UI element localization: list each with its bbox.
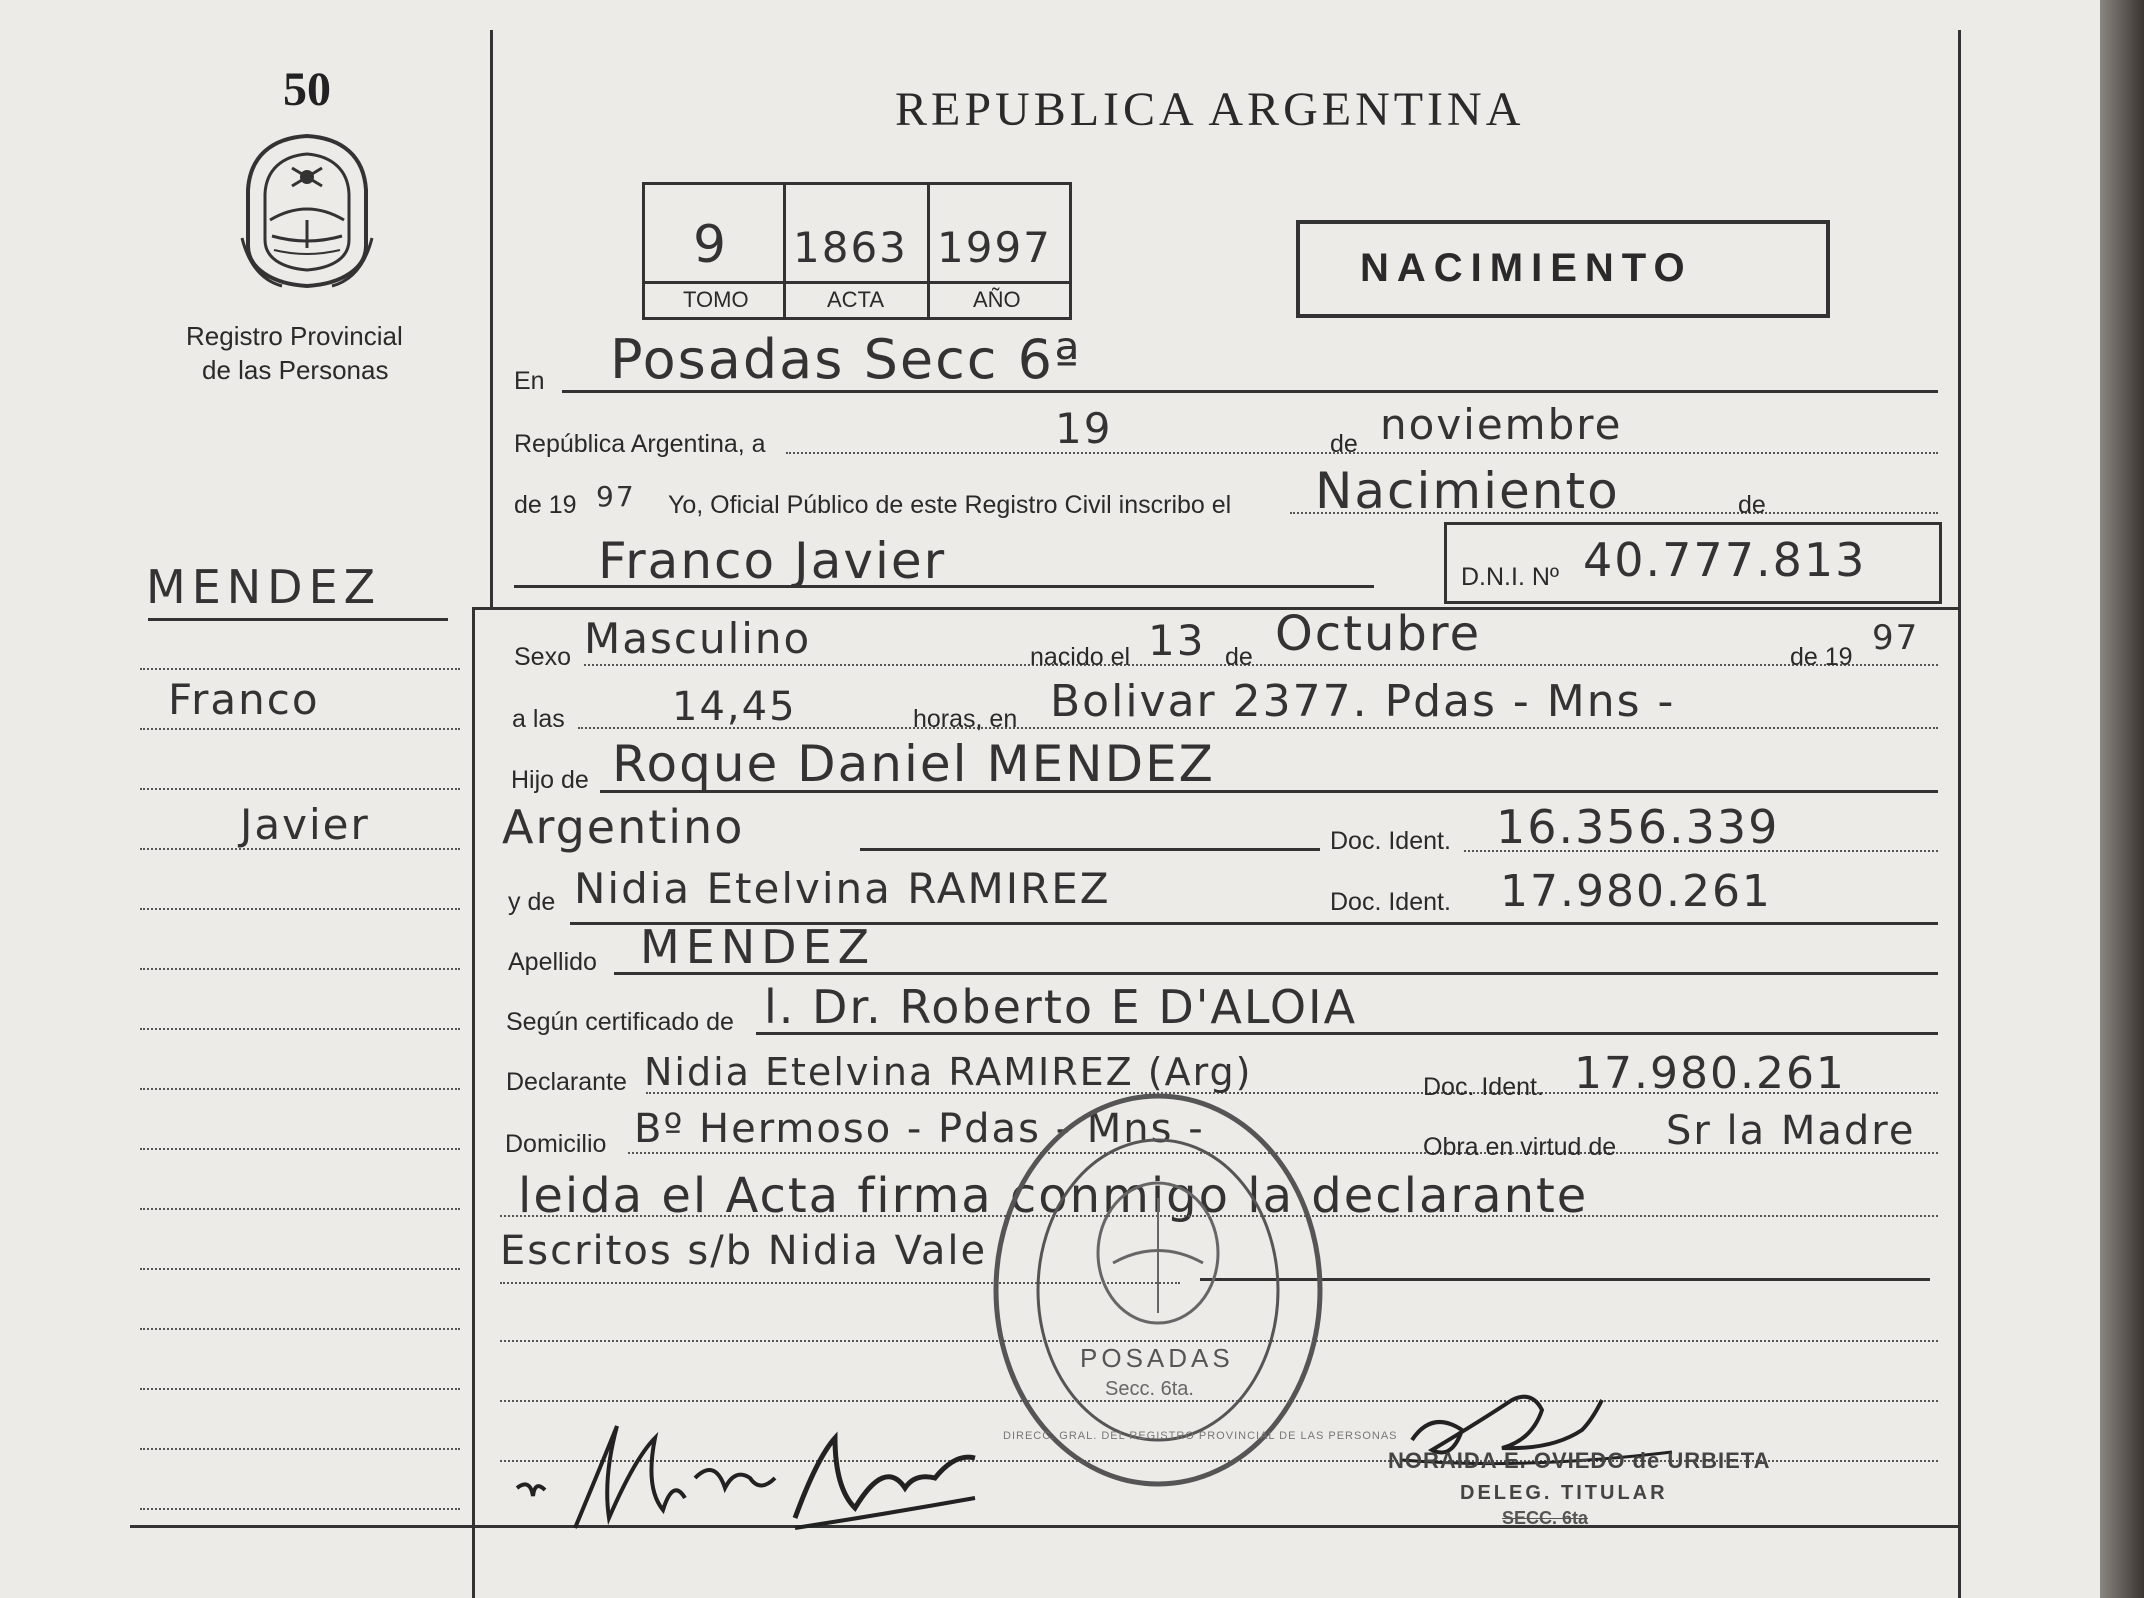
obra-label: Obra en virtud de: [1423, 1133, 1617, 1161]
tomo-value: 9: [693, 215, 729, 275]
dni-label: D.N.I. Nº: [1461, 563, 1560, 591]
acta-value: 1863: [793, 223, 908, 272]
margin-rule: [140, 1088, 460, 1090]
dia-value: 19: [1055, 404, 1113, 453]
margin-rule: [140, 788, 460, 790]
upper-section-divider: [472, 607, 1961, 610]
observaciones-line1: leida el Acta firma conmigo la declarante: [518, 1168, 1589, 1224]
official-title: DELEG. TITULAR: [1460, 1482, 1668, 1504]
margin-rule: [140, 908, 460, 910]
margin-rule: [140, 1448, 460, 1450]
country-title: REPUBLICA ARGENTINA: [895, 83, 1525, 136]
sexo-label: Sexo: [514, 643, 571, 671]
madre-doc-label: Doc. Ident.: [1330, 888, 1451, 916]
anio-label: AÑO: [973, 287, 1021, 312]
padre-nacionalidad: Argentino: [502, 800, 745, 854]
domicilio-label: Domicilio: [505, 1130, 607, 1158]
nacido-mes: Octubre: [1275, 606, 1482, 662]
record-type-label: NACIMIENTO: [1360, 246, 1693, 290]
margin-rule: [140, 1148, 460, 1150]
observaciones-line2: Escritos s/b Nidia Vale: [500, 1228, 988, 1274]
anio-value: 1997: [937, 223, 1052, 272]
obra-value: Sr la Madre: [1666, 1108, 1916, 1154]
domicilio-value: Bº Hermoso - Pdas - Mns -: [634, 1106, 1205, 1152]
margin-rule: [140, 1328, 460, 1330]
dni-value: 40.777.813: [1583, 533, 1867, 587]
page-number: 50: [283, 63, 331, 116]
hijo-label: Hijo de: [511, 766, 589, 794]
de19-label: de 19: [514, 491, 577, 519]
margin-rule: [140, 1028, 460, 1030]
margin-rule: [140, 728, 460, 730]
yde-label: y de: [508, 888, 556, 916]
madre-value: Nidia Etelvina RAMIREZ: [574, 864, 1111, 913]
nacido-de19-label: de 19: [1790, 643, 1853, 671]
margin-divider-lower: [472, 610, 475, 1598]
margin-divider: [490, 30, 493, 610]
apellido-value: MENDEZ: [640, 920, 876, 974]
acto-de-label: de: [1738, 491, 1766, 519]
margin-rule: [140, 1268, 460, 1270]
book-edge: [2100, 0, 2144, 1598]
official-name: NORAIDA E. OVIEDO de URBIETA: [1388, 1448, 1771, 1473]
bottom-rule: [130, 1525, 1960, 1528]
en-label: En: [514, 367, 545, 395]
apellido-label: Apellido: [508, 948, 597, 976]
padre-doc-label: Doc. Ident.: [1330, 827, 1451, 855]
registry-line1: Registro Provincial: [186, 321, 403, 351]
margin-rule: [140, 1208, 460, 1210]
record-type-box: [1296, 220, 1830, 318]
stamp-ring-text: DIRECC. GRAL. DEL REGISTRO PROVINCIAL DE LAS PERSONAS: [1003, 1430, 1398, 1442]
rule: [786, 452, 1938, 454]
declarante-doc-label: Doc. Ident.: [1423, 1073, 1544, 1101]
coat-of-arms-seal: [232, 128, 382, 293]
mes-value: noviembre: [1380, 400, 1623, 449]
anio-value-text: 97: [596, 480, 636, 513]
margin-surname: MENDEZ: [146, 560, 382, 614]
rule: [860, 848, 1320, 851]
padre-doc: 16.356.339: [1496, 800, 1780, 854]
margin-rule: [140, 668, 460, 670]
margin-rule: [140, 1508, 460, 1510]
stamp-city: POSADAS: [1080, 1343, 1234, 1373]
declarante-value: Nidia Etelvina RAMIREZ (Arg): [644, 1050, 1253, 1094]
nacido-anio: 97: [1872, 618, 1920, 658]
dni-box: [1444, 522, 1942, 604]
sexo-value: Masculino: [584, 614, 812, 663]
tomo-label: TOMO: [683, 287, 749, 312]
margin-name1: Franco: [168, 675, 320, 724]
madre-doc: 17.980.261: [1500, 866, 1772, 917]
padre-value: Roque Daniel MENDEZ: [612, 735, 1215, 793]
alas-label: a las: [512, 705, 565, 733]
nacido-dia: 13: [1148, 616, 1206, 665]
nacido-de-label: de: [1225, 643, 1253, 671]
certificado-value: l. Dr. Roberto E D'ALOIA: [764, 980, 1358, 1034]
horas-en-label: horas, en: [913, 705, 1018, 733]
stamp-section: Secc. 6ta.: [1105, 1378, 1194, 1400]
right-frame: [1958, 30, 1961, 1598]
hora-value: 14,45: [672, 684, 797, 730]
lugar-value: Bolivar 2377. Pdas - Mns -: [1050, 676, 1676, 727]
acta-label: ACTA: [827, 287, 885, 312]
margin-surname-underline: [148, 618, 448, 621]
rule: [584, 664, 1938, 666]
margin-rule: [140, 1388, 460, 1390]
en-value: Posadas Secc 6ª: [610, 328, 1082, 391]
de-label: de: [1330, 430, 1358, 458]
declarante-label: Declarante: [506, 1068, 627, 1096]
republica-label: República Argentina, a: [514, 430, 766, 458]
registry-line2: de las Personas: [202, 355, 389, 385]
yo-text: Yo, Oficial Público de este Registro Civil inscribo el: [668, 491, 1232, 519]
nombre-value: Franco Javier: [598, 532, 947, 590]
margin-name2: Javier: [240, 800, 370, 849]
declarante-doc: 17.980.261: [1574, 1048, 1846, 1099]
nacido-label: nacido el: [1030, 643, 1131, 671]
acto-value: Nacimiento: [1315, 462, 1620, 520]
margin-rule: [140, 848, 460, 850]
certificado-label: Según certificado de: [506, 1008, 734, 1036]
declarant-signature: [505, 1418, 1025, 1558]
record-number-box: [642, 182, 1072, 320]
official-section: SECC. 6ta: [1502, 1508, 1589, 1528]
margin-rule: [140, 968, 460, 970]
